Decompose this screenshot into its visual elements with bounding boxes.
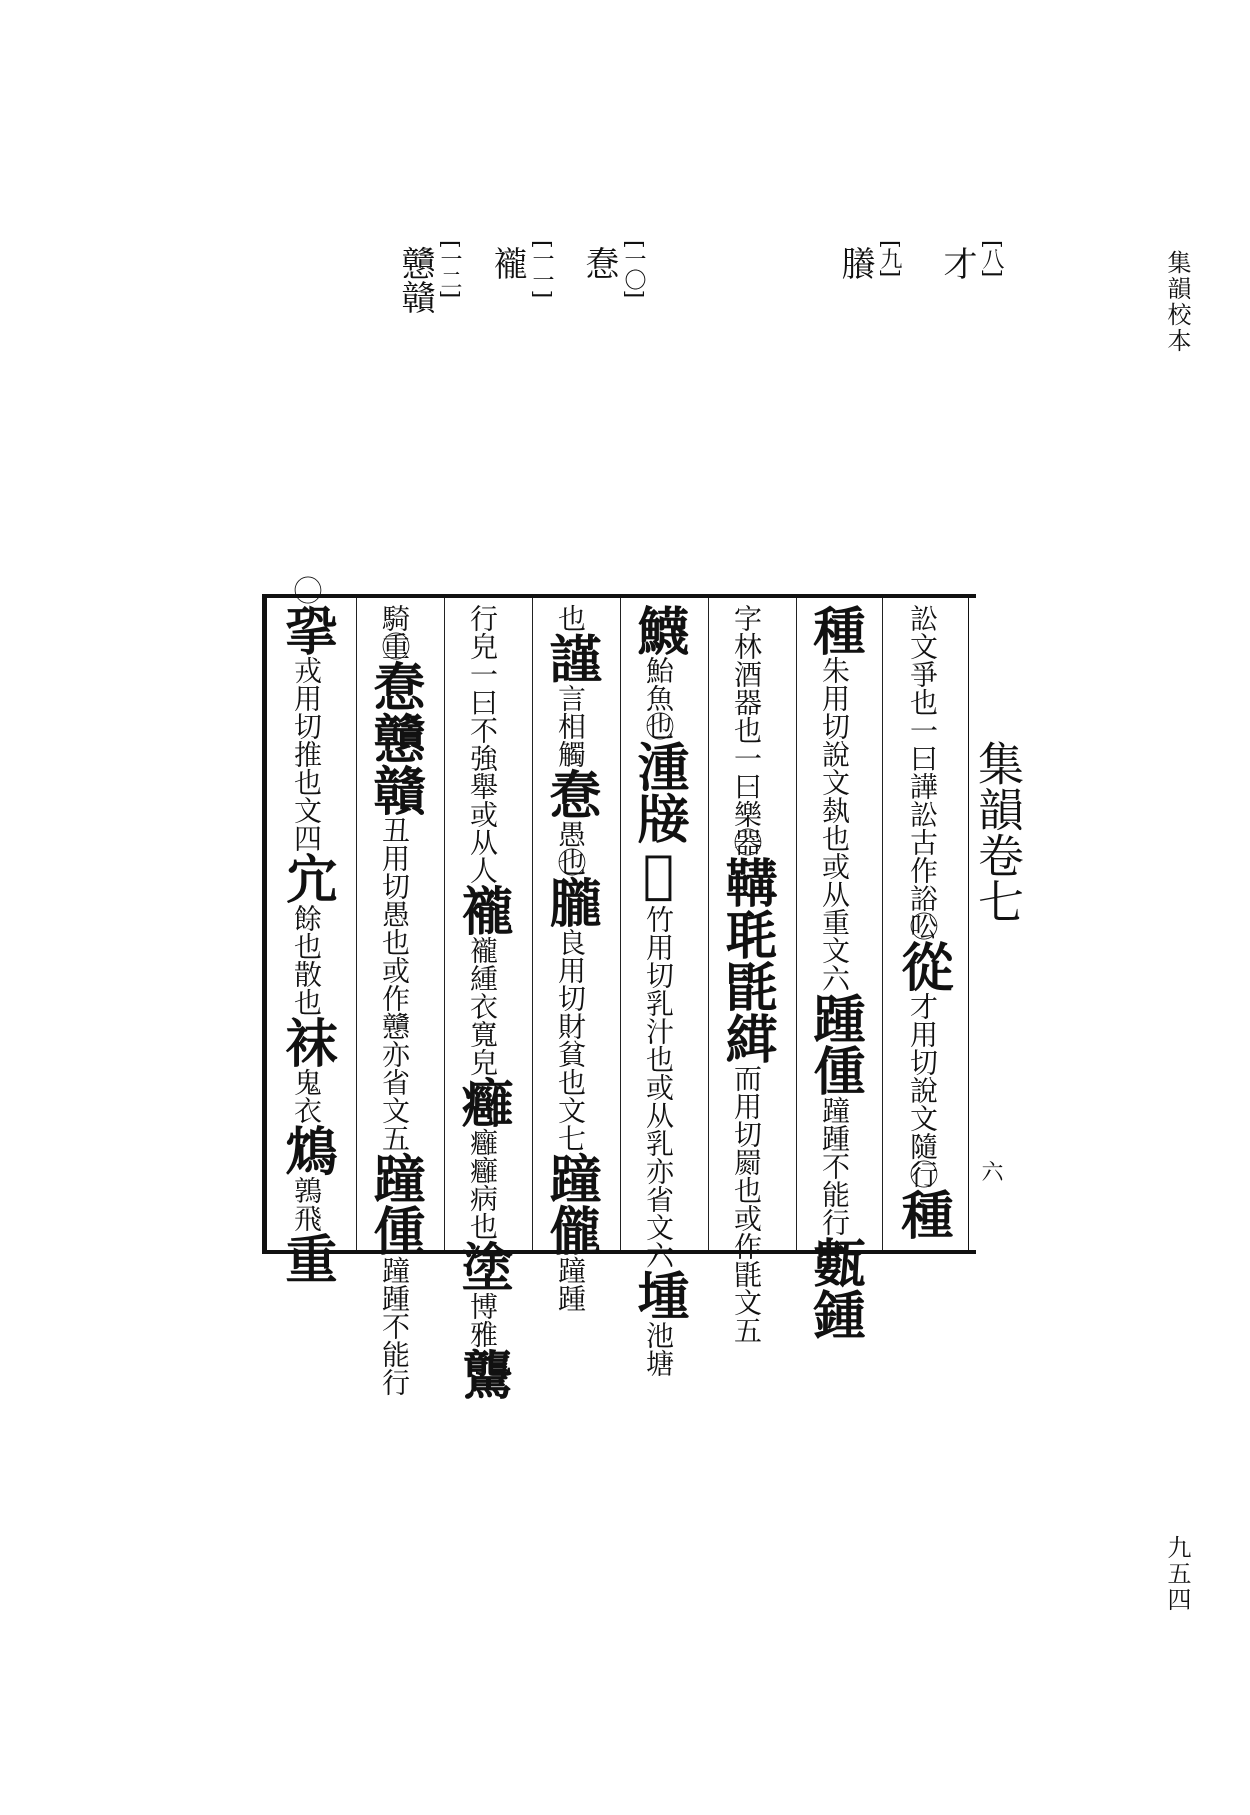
column-rule (356, 598, 357, 1250)
page-number: 九五四 (1163, 1535, 1191, 1613)
column-rule (444, 598, 445, 1250)
text-column: 字林酒器也一曰樂器鞲毦毷縙而用切罽也或作毷文五 (716, 604, 777, 1344)
note-text: 才 (937, 246, 977, 280)
block-frame-top (262, 594, 976, 598)
block-frame-right (968, 594, 969, 1254)
note-number: [九] (877, 240, 902, 277)
text-column: 㧬戎用切推也文四宂餘也散也袜鬼衣鴆鶉飛重 (276, 604, 337, 1284)
note-number: [一一] (529, 240, 554, 298)
column-rule (708, 598, 709, 1250)
collation-note (395, 240, 466, 314)
note-number: [八] (979, 240, 1004, 277)
page-edge-mark: 六 (978, 1160, 1003, 1182)
book-title: 集韻校本 (1163, 250, 1191, 354)
block-frame-left (262, 594, 267, 1254)
note-number: [一二] (437, 240, 462, 298)
column-rule (620, 598, 621, 1250)
column-rule (796, 598, 797, 1250)
note-text: 襱 (487, 246, 527, 280)
text-column: 訟文爭也一曰譁訟古作䛦㕬從才用切說文隨行種 (892, 604, 953, 1240)
note-text: 戇贛 (395, 246, 435, 314)
text-column: 行皃一曰不強舉或从人襱襱緟衣寬皃癰癰癰病也塗博雅驡 (452, 604, 513, 1400)
page-edge-title: 集韻卷七 (971, 740, 1025, 924)
collation-note (579, 240, 650, 298)
column-rule (532, 598, 533, 1250)
text-column: 種朱用切說文埶也或从重文六踵偅蹱踵不能行甊鍾 (804, 604, 865, 1340)
collation-note (835, 240, 906, 280)
note-text: 䑆 (835, 246, 875, 280)
collation-note (487, 240, 558, 298)
note-text: 惷 (579, 246, 619, 280)
collation-note (937, 240, 1008, 280)
column-rule (882, 598, 883, 1250)
text-column: 鱴鮐魚也湩𤗈𨌌竹用切乳汁也或从乳亦省文六堹池塘 (628, 604, 689, 1377)
note-number: [一〇] (621, 240, 646, 298)
text-column: 騎重惷戇贛丑用切愚也或作戇亦省文五蹱偅蹱踵不能行 (364, 604, 425, 1396)
text-column: 也謹言相觸惷愚也朧良用切財貧也文七蹱儱蹱踵 (540, 604, 601, 1312)
